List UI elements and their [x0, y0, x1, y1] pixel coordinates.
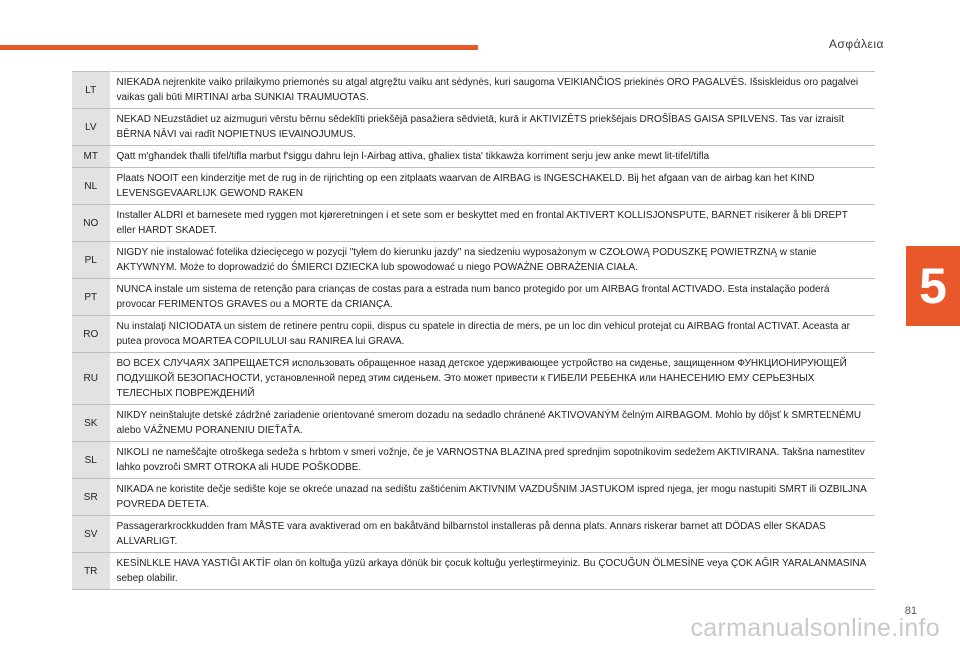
language-code: PL [72, 242, 110, 279]
warning-row [72, 442, 875, 479]
warning-text: NIKDY neinštalujte detské zádržné zariadenie orientované smerom dozadu na sedadlo chránené AKTIVOVANÝM čelným AIRBAGOM. Mohlo by dôjsť k SMRTEĽNÉMU alebo VÁŽNEMU PORANENIU DIEŤAŤA. [110, 405, 875, 442]
watermark: carmanualsonline.info [690, 614, 940, 642]
header-accent-bar [0, 45, 478, 50]
warning-row [72, 479, 875, 516]
warning-row [72, 553, 875, 590]
warning-text: Nu instalaţi NICIODATA un sistem de retinere pentru copii, dispus cu spatele in directia de mers, pe un loc din vehicul protejat cu AIRBAG frontal ACTIVAT. Aceasta ar putea provoca MOARTEA COPILULUI sau RANIREA lui GRAVA. [110, 316, 875, 353]
airbag-warning-table [72, 71, 875, 590]
warning-row [72, 146, 875, 168]
language-code: PT [72, 279, 110, 316]
language-code: LT [72, 72, 110, 109]
language-code: SL [72, 442, 110, 479]
language-code: RU [72, 353, 110, 405]
warning-text: Qatt m'għandek tħalli tifel/tifla marbut f'siggu dahru lejn l-Airbag attiva, għaliex tista' tikkawża korriment serju jew anke mewt lit-tifel/tifla [110, 146, 875, 168]
warning-text: NIKADA ne koristite dečje sedište koje se okreće unazad na sedištu zaštićenim AKTIVNIM VAZDUŠNIM JASTUKOM ispred njega, jer mogu nastupiti SMRT ili OZBILJNA POVREDA DETETA. [110, 479, 875, 516]
warning-row [72, 316, 875, 353]
warning-row [72, 168, 875, 205]
warning-text: NIEKADA nejrenkite vaiko prilaikymo priemonės su atgal atgręžtu vaiku ant sėdynės, kuri saugoma VEIKIANČIOS priekinės ORO PAGALVĖS. Išsiskleidus oro pagalvei vaikas gali būti MIRTINAI arba SUNKIAI TRAUMUOTAS. [110, 72, 875, 109]
page-number: 81 [904, 605, 917, 617]
language-code: SV [72, 516, 110, 553]
language-code: SR [72, 479, 110, 516]
language-code: RO [72, 316, 110, 353]
warning-row [72, 353, 875, 405]
section-title: Ασφάλεια [828, 37, 884, 51]
warning-row [72, 279, 875, 316]
warning-text: NIKOLI ne nameščajte otroškega sedeža s hrbtom v smeri vožnje, če je VARNOSTNA BLAZINA pred sprednjim sopotnikovim sedežem AKTIVIRANA. Takšna namestitev lahko povzroči SMRT OTROKA ali HUDE POŠKODBE. [110, 442, 875, 479]
language-code: NL [72, 168, 110, 205]
warning-text: Passagerarkrockkudden fram MÅSTE vara avaktiverad om en bakåtvänd bilbarnstol installeras på denna plats. Annars riskerar barnet att DÖDAS eller SKADAS ALLVARLIGT. [110, 516, 875, 553]
chapter-tab: 5 [906, 246, 960, 326]
language-code: LV [72, 109, 110, 146]
warning-text: KESİNLKLE HAVA YASTIĞI AKTİF olan ön koltuğa yüzü arkaya dönük bir çocuk koltuğu yerleştirmeyiniz. Bu ÇOCUĞUN ÖLMESİNE veya ÇOK AĞIR YARALANMASINA sebep olabilir. [110, 553, 875, 590]
warning-row [72, 109, 875, 146]
warning-row [72, 405, 875, 442]
language-code: MT [72, 146, 110, 168]
language-code: SK [72, 405, 110, 442]
warning-text: Installer ALDRI et barnesete med ryggen mot kjøreretningen i et sete som er beskyttet med en frontal AKTIVERT KOLLISJONSPUTE, BARNET risikerer å bli DREPT eller HARDT SKADET. [110, 205, 875, 242]
warning-text: NEKAD NEuzstādiet uz aizmuguri vērstu bērnu sēdeklīti priekšējā pasažiera sēdvietā, kurā ir AKTIVIZĒTS priekšējais DROŠĪBAS GAISA SPILVENS. Tas var izraisīt BĒRNA NĀVI vai radīt NOPIETNUS IEVAINOJUMUS. [110, 109, 875, 146]
warning-text: ВО ВСЕХ СЛУЧАЯХ ЗАПРЕЩАЕТСЯ использовать обращенное назад детское удерживающее устройство на сиденье, защищенном ФУНКЦИОНИРУЮЩЕЙ ПОДУШКОЙ БЕЗОПАСНОСТИ, установленной перед этим сиденьем. Это может привести к ГИБЕЛИ РЕБЕНКА или НАНЕСЕНИЮ ЕМУ СЕРЬЕЗНЫХ ТЕЛЕСНЫХ ПОВРЕЖДЕНИЙ [110, 353, 875, 405]
warning-row [72, 72, 875, 109]
warning-text: NUNCA instale um sistema de retenção para crianças de costas para a estrada num banco protegido por um AIRBAG frontal ACTIVADO. Esta instalação poderá provocar FERIMENTOS GRAVES ou a MORTE da CRIANÇA. [110, 279, 875, 316]
warning-row [72, 516, 875, 553]
warning-text: Plaats NOOIT een kinderzitje met de rug in de rijrichting op een zitplaats waarvan de AIRBAG is INGESCHAKELD. Bij het afgaan van de airbag kan het KIND LEVENSGEVAARLIJK GEWOND RAKEN [110, 168, 875, 205]
warning-row [72, 242, 875, 279]
warning-text: NIGDY nie instalować fotelika dziecięcego w pozycji "tyłem do kierunku jazdy" na siedzeniu wyposażonym w CZOŁOWĄ PODUSZKĘ POWIETRZNĄ w stanie AKTYWNYM. Może to doprowadzić do ŚMIERCI DZIECKA lub spowodować u niego POWAŻNE OBRAŻENIA CIAŁA. [110, 242, 875, 279]
language-code: NO [72, 205, 110, 242]
language-code: TR [72, 553, 110, 590]
warning-row [72, 205, 875, 242]
